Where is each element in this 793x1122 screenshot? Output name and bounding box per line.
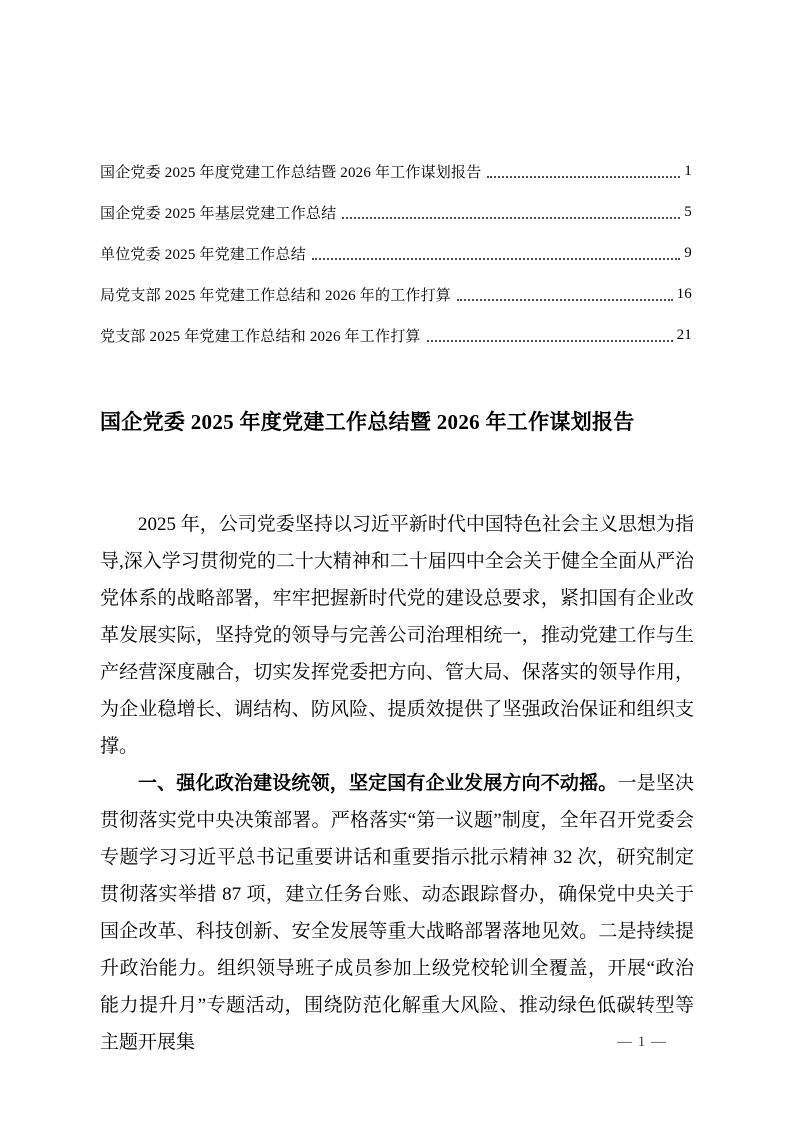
toc-entry-title: 国企党委 2025 年基层党建工作总结 [100,206,337,222]
toc-entry[interactable] [100,315,692,356]
toc-dot-leader [427,340,673,342]
toc-entry-page-number: 9 [684,245,692,261]
toc-entry-page-number: 21 [676,327,692,343]
toc-entry[interactable] [100,151,692,192]
toc-entry-title: 单位党委 2025 年党建工作总结 [100,247,306,263]
article-title: 国企党委 2025 年度党建工作总结暨 2026 年工作谋划报告 [100,410,635,434]
toc-entry-page-number: 16 [676,286,692,302]
paragraph-text: 2025 年，公司党委坚持以习近平新时代中国特色社会主义思想为指导,深入学习贯彻党的二十大精神和二十届四中全会关于健全全面从严治党体系的战略部署，牢牢把握新时代党的建设总要求，紧扣国有企业改革发展实际，坚持党的领导与完善公司治理相统一，推动党建工作与生产经营深度融合，切实发挥党委把方向、管大局、保落实的领导作用，为企业稳增长、调结构、防风险、提质效提供了坚强政治保证和组织支撑。 [100,514,694,757]
paragraph-text: 一是坚决贯彻落实党中央决策部署。严格落实“第一议题”制度，全年召开党委会专题学习习近平总书记重要讲话和重要指示批示精神 32 次，研究制定贯彻落实举措 87 项，建立任务台账、动态跟踪督办，确保党中央关于国企改革、科技创新、安全发展等重大战略部署落地见效。二是持续提升政治能力。组织领导班子成员参加上级党校轮训全覆盖，开展“政治能力提升月”专题活动，围绕防范化解重大风险、推动绿色低碳转型等主题开展集 [100,773,694,1053]
toc-dot-leader [457,299,673,301]
body-paragraph [100,765,694,1061]
toc-entry[interactable] [100,192,692,233]
toc-entry-title: 局党支部 2025 年党建工作总结和 2026 年的工作打算 [100,288,452,304]
toc-entry-page-number: 1 [684,163,692,179]
toc-entry[interactable] [100,274,692,315]
body-paragraph [100,506,694,765]
toc-dot-leader [487,176,680,178]
toc-dot-leader [312,258,680,260]
footer-page-number: — 1 — [617,1034,667,1050]
toc-entry-title: 党支部 2025 年党建工作总结和 2026 年工作打算 [100,329,421,345]
paragraph-lead: 一、强化政治建设统领，坚定国有企业发展方向不动摇。 [138,773,618,794]
toc-entry[interactable] [100,233,692,274]
toc-dot-leader [342,217,680,219]
article-body [100,506,694,1061]
table-of-contents [100,151,692,356]
toc-entry-title: 国企党委 2025 年度党建工作总结暨 2026 年工作谋划报告 [100,165,482,181]
toc-entry-page-number: 5 [684,204,692,220]
